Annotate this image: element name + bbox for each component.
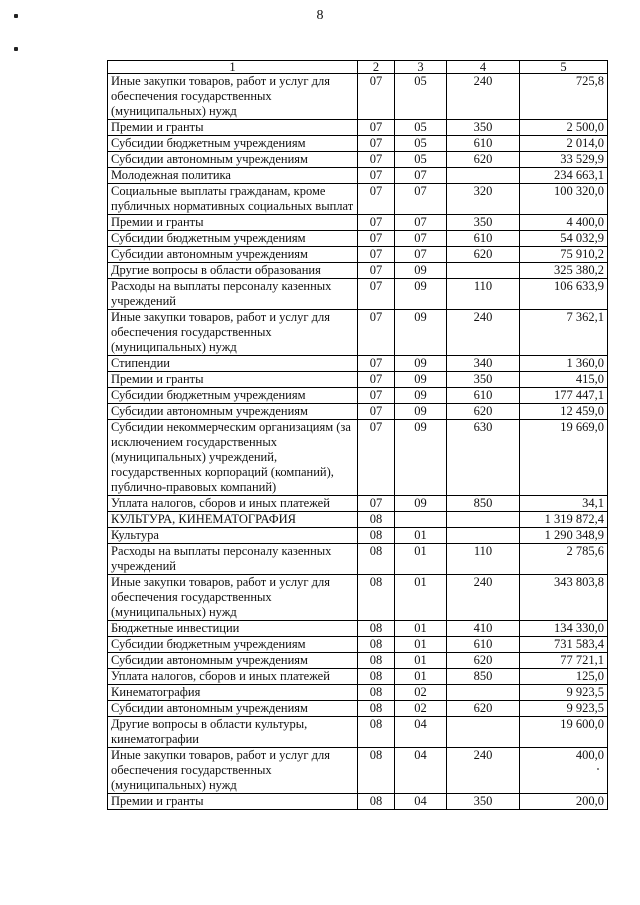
table-row [108,404,608,420]
expense-type-code [447,263,520,279]
row-description: Субсидии бюджетным учреждениям [108,637,358,653]
expense-type-code: 240 [447,310,520,356]
table-row [108,247,608,263]
amount: 19 669,0 [520,420,608,496]
subsection-code: 09 [395,372,447,388]
table-row [108,420,608,496]
row-description: Кинематография [108,685,358,701]
table-row [108,136,608,152]
subsection-code: 01 [395,637,447,653]
section-code: 07 [358,310,395,356]
row-description: Субсидии автономным учреждениям [108,701,358,717]
row-description: Субсидии автономным учреждениям [108,404,358,420]
section-code: 07 [358,356,395,372]
subsection-code: 05 [395,74,447,120]
section-code: 08 [358,653,395,669]
table-row [108,544,608,575]
table-row [108,685,608,701]
expense-type-code: 620 [447,247,520,263]
amount: 33 529,9 [520,152,608,168]
row-description: Иные закупки товаров, работ и услуг для обеспечения государственных (муниципальных) нужд [108,74,358,120]
margin-dot [14,47,18,51]
subsection-code: 04 [395,748,447,794]
subsection-code: 04 [395,717,447,748]
expense-type-code: 350 [447,794,520,810]
amount: 343 803,8 [520,575,608,621]
expense-type-code [447,512,520,528]
expense-type-code: 410 [447,621,520,637]
amount: 415,0 [520,372,608,388]
subsection-code: 07 [395,184,447,215]
budget-table [107,60,608,810]
row-description: Субсидии бюджетным учреждениям [108,136,358,152]
table-row [108,120,608,136]
expense-type-code: 240 [447,74,520,120]
amount: 2 014,0 [520,136,608,152]
table-row [108,279,608,310]
table-row [108,669,608,685]
amount: 75 910,2 [520,247,608,263]
amount: 2 785,6 [520,544,608,575]
expense-type-code: 630 [447,420,520,496]
expense-type-code [447,685,520,701]
table-row [108,263,608,279]
table-row [108,575,608,621]
header-cell: 3 [395,61,447,74]
amount: 9 923,5 [520,701,608,717]
subsection-code: 09 [395,310,447,356]
expense-type-code [447,528,520,544]
row-description: Культура [108,528,358,544]
amount: 200,0 [520,794,608,810]
row-description: Стипендии [108,356,358,372]
amount: 12 459,0 [520,404,608,420]
table-row [108,184,608,215]
amount: 19 600,0 [520,717,608,748]
row-description: Социальные выплаты гражданам, кроме публичных нормативных социальных выплат [108,184,358,215]
section-code: 08 [358,528,395,544]
header-cell: 4 [447,61,520,74]
row-description: Субсидии автономным учреждениям [108,653,358,669]
page-number: 8 [316,8,324,23]
subsection-code: 01 [395,528,447,544]
header-cell: 5 [520,61,608,74]
amount: 725,8 [520,74,608,120]
table-row [108,356,608,372]
row-description: Уплата налогов, сборов и иных платежей [108,496,358,512]
table-row [108,310,608,356]
amount: 125,0 [520,669,608,685]
amount: 54 032,9 [520,231,608,247]
row-description: Премии и гранты [108,372,358,388]
amount: 400,0 [520,748,608,794]
row-description: Иные закупки товаров, работ и услуг для обеспечения государственных (муниципальных) нужд [108,748,358,794]
section-code: 07 [358,279,395,310]
expense-type-code: 350 [447,215,520,231]
row-description: Субсидии автономным учреждениям [108,247,358,263]
subsection-code: 01 [395,621,447,637]
budget-table-body [108,61,608,810]
expense-type-code [447,168,520,184]
section-code: 08 [358,575,395,621]
row-description: Премии и гранты [108,215,358,231]
subsection-code: 09 [395,420,447,496]
row-description: Субсидии бюджетным учреждениям [108,388,358,404]
table-row [108,496,608,512]
amount: 234 663,1 [520,168,608,184]
subsection-code: 09 [395,388,447,404]
table-row [108,621,608,637]
amount: 177 447,1 [520,388,608,404]
section-code: 08 [358,544,395,575]
subsection-code: 05 [395,120,447,136]
row-description: Другие вопросы в области культуры, кинематографии [108,717,358,748]
section-code: 07 [358,152,395,168]
section-code: 07 [358,120,395,136]
section-code: 08 [358,637,395,653]
section-code: 07 [358,372,395,388]
row-description: Иные закупки товаров, работ и услуг для обеспечения государственных (муниципальных) нужд [108,310,358,356]
row-description: Премии и гранты [108,120,358,136]
section-code: 07 [358,184,395,215]
section-code: 07 [358,215,395,231]
header-cell: 1 [108,61,358,74]
expense-type-code: 850 [447,496,520,512]
row-description: Расходы на выплаты персоналу казенных учреждений [108,279,358,310]
section-code: 07 [358,74,395,120]
row-description: Премии и гранты [108,794,358,810]
header-cell: 2 [358,61,395,74]
section-code: 08 [358,794,395,810]
expense-type-code: 620 [447,152,520,168]
section-code: 08 [358,621,395,637]
expense-type-code: 110 [447,279,520,310]
expense-type-code: 620 [447,701,520,717]
row-description: Уплата налогов, сборов и иных платежей [108,669,358,685]
subsection-code: 09 [395,496,447,512]
subsection-code: 01 [395,575,447,621]
amount: 106 633,9 [520,279,608,310]
expense-type-code [447,717,520,748]
section-code: 07 [358,231,395,247]
section-code: 07 [358,168,395,184]
row-description: Молодежная политика [108,168,358,184]
section-code: 08 [358,701,395,717]
expense-type-code: 320 [447,184,520,215]
section-code: 08 [358,717,395,748]
amount: 2 500,0 [520,120,608,136]
subsection-code: 07 [395,215,447,231]
row-description: Другие вопросы в области образования [108,263,358,279]
table-row [108,168,608,184]
row-description: Бюджетные инвестиции [108,621,358,637]
section-code: 07 [358,420,395,496]
subsection-code: 01 [395,669,447,685]
amount: 731 583,4 [520,637,608,653]
table-row [108,152,608,168]
amount: 1 290 348,9 [520,528,608,544]
subsection-code: 01 [395,544,447,575]
amount: 77 721,1 [520,653,608,669]
amount: 9 923,5 [520,685,608,701]
table-row [108,388,608,404]
expense-type-code: 620 [447,653,520,669]
expense-type-code: 850 [447,669,520,685]
expense-type-code: 110 [447,544,520,575]
subsection-code: 09 [395,404,447,420]
expense-type-code: 610 [447,388,520,404]
section-code: 08 [358,748,395,794]
row-description: Расходы на выплаты персоналу казенных учреждений [108,544,358,575]
row-description: Субсидии некоммерческим организациям (за исключением государственных (муниципальных) учреждений, государственных корпораций (компаний), публично-правовых компаний) [108,420,358,496]
subsection-code: 09 [395,263,447,279]
subsection-code: 09 [395,356,447,372]
table-row [108,74,608,120]
section-code: 07 [358,388,395,404]
table-row [108,215,608,231]
amount: 4 400,0 [520,215,608,231]
subsection-code: 01 [395,653,447,669]
row-description: Субсидии автономным учреждениям [108,152,358,168]
table-header-row [108,61,608,74]
amount: 100 320,0 [520,184,608,215]
section-code: 07 [358,247,395,263]
section-code: 08 [358,512,395,528]
table-row [108,372,608,388]
expense-type-code: 240 [447,575,520,621]
expense-type-code: 610 [447,136,520,152]
subsection-code: 05 [395,136,447,152]
expense-type-code: 240 [447,748,520,794]
section-code: 08 [358,685,395,701]
section-code: 08 [358,669,395,685]
subsection-code: 09 [395,279,447,310]
section-code: 07 [358,136,395,152]
table-row [108,717,608,748]
row-description: Субсидии бюджетным учреждениям [108,231,358,247]
amount: 325 380,2 [520,263,608,279]
table-row [108,701,608,717]
amount: 1 360,0 [520,356,608,372]
row-description: Иные закупки товаров, работ и услуг для обеспечения государственных (муниципальных) нужд [108,575,358,621]
subsection-code: 07 [395,247,447,263]
amount: 34,1 [520,496,608,512]
table-row [108,653,608,669]
table-row [108,794,608,810]
subsection-code: 07 [395,231,447,247]
table-row [108,637,608,653]
expense-type-code: 620 [447,404,520,420]
subsection-code [395,512,447,528]
expense-type-code: 610 [447,637,520,653]
subsection-code: 05 [395,152,447,168]
table-row [108,528,608,544]
subsection-code: 04 [395,794,447,810]
amount: 7 362,1 [520,310,608,356]
subsection-code: 02 [395,701,447,717]
table-row [108,512,608,528]
subsection-code: 02 [395,685,447,701]
table-row [108,231,608,247]
expense-type-code: 350 [447,372,520,388]
section-code: 07 [358,263,395,279]
expense-type-code: 610 [447,231,520,247]
subsection-code: 07 [395,168,447,184]
amount: 1 319 872,4 [520,512,608,528]
amount: 134 330,0 [520,621,608,637]
section-code: 07 [358,496,395,512]
section-code: 07 [358,404,395,420]
expense-type-code: 340 [447,356,520,372]
table-row [108,748,608,794]
scan-speck [597,768,599,770]
expense-type-code: 350 [447,120,520,136]
row-description: КУЛЬТУРА, КИНЕМАТОГРАФИЯ [108,512,358,528]
